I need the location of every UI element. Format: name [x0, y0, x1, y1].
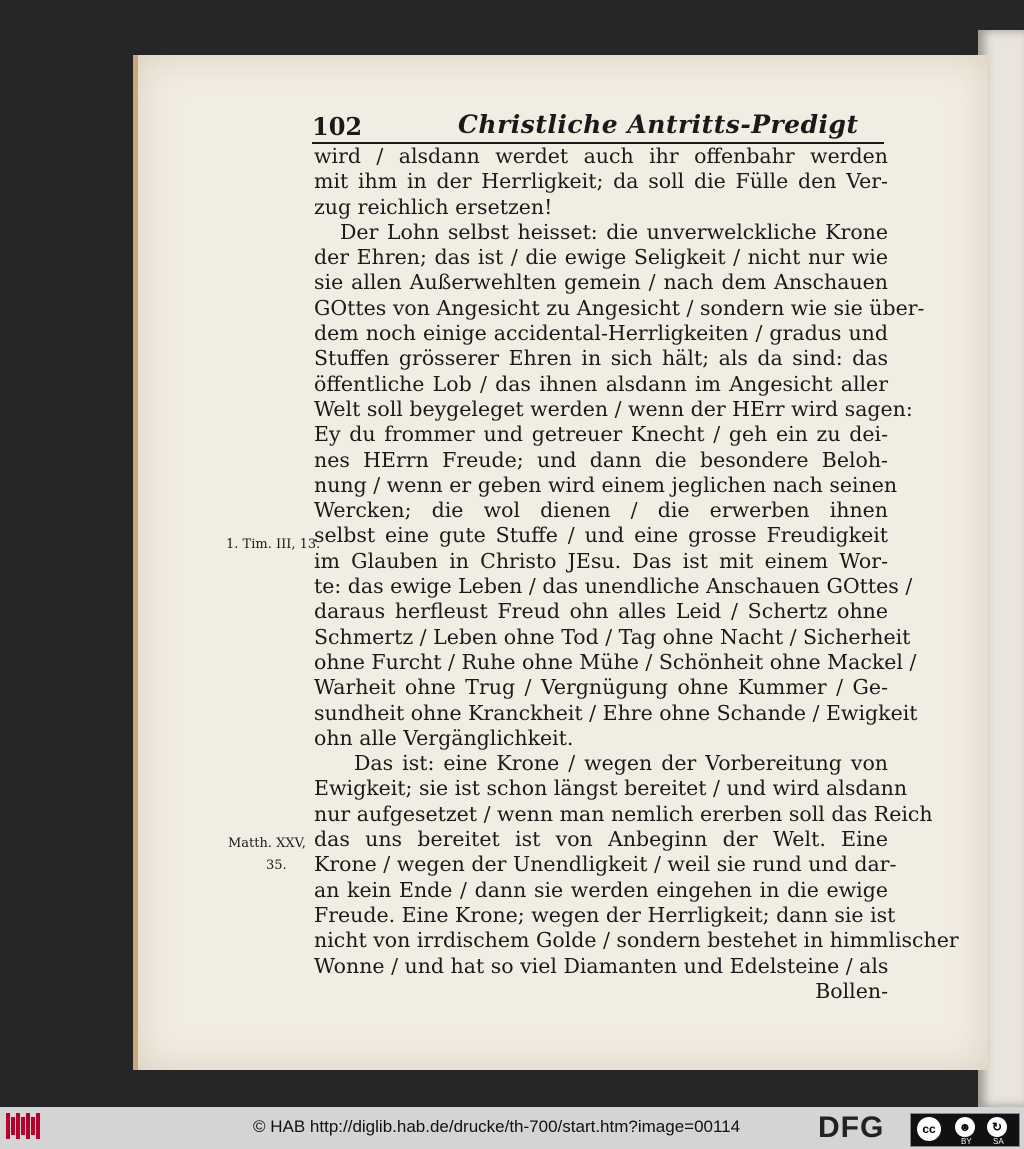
text-line: nur aufgesetzet / wenn man nemlich ererben soll das Reich [314, 801, 933, 826]
text-line: das uns bereitet ist von Anbeginn der Welt. Eine [314, 827, 888, 852]
text-line: dem noch einige accidental-Herrligkeiten / gradus und [314, 321, 888, 346]
text-line: der Ehren; das ist / die ewige Seligkeit / nicht nur wie [314, 245, 888, 270]
footer-bar [0, 1107, 1024, 1149]
cc-license-badge[interactable] [910, 1113, 1020, 1147]
text-line: Das ist: eine Krone / wegen der Vorbereitung von [354, 751, 888, 776]
text-line: sundheit ohne Kranckheit / Ehre ohne Schande / Ewigkeit [314, 700, 918, 725]
text-line: im Glauben in Christo JEsu. Das ist mit einem Wor- [314, 548, 888, 573]
text-line: Wercken; die wol dienen / die erwerben ihnen [314, 498, 888, 523]
text-line: te: das ewige Leben / das unendliche Anschauen GOttes / [314, 574, 913, 599]
text-line: Krone / wegen der Unendligkeit / weil sie rund und dar- [314, 852, 897, 877]
running-title: Christliche Antritts-Predigt [458, 110, 859, 139]
sa-label: SA [993, 1137, 1004, 1146]
text-line: selbst eine gute Stuffe / und eine grosse Freudigkeit [314, 523, 888, 548]
page-number: 102 [312, 112, 363, 141]
hab-logo-icon [6, 1113, 46, 1143]
text-line: GOttes von Angesicht zu Angesicht / sondern wie sie über- [314, 295, 925, 320]
text-line: Warheit ohne Trug / Vergnügung ohne Kummer / Ge- [314, 675, 888, 700]
share-alike-icon: ↻ [987, 1117, 1007, 1137]
cc-icon: cc [917, 1117, 941, 1141]
text-line: an kein Ende / dann sie werden eingehen in die ewige [314, 877, 888, 902]
margin-note: 1. Tim. III, 13. [226, 537, 321, 552]
text-line: Freude. Eine Krone; wegen der Herrligkeit; dann sie ist [314, 902, 896, 927]
catchword: Bollen- [815, 978, 888, 1003]
text-line: Ey du frommer und getreuer Knecht / geh ein zu dei- [314, 422, 888, 447]
margin-note: Matth. XXV, [228, 836, 306, 851]
text-line: sie allen Außerwehlten gemein / nach dem Anschauen [314, 270, 888, 295]
text-line: nes HErrn Freude; und dann die besondere Beloh- [314, 447, 888, 472]
text-line: Der Lohn selbst heisset: die unverwelckliche Krone [340, 219, 888, 244]
text-line: ohn alle Vergänglichkeit. [314, 725, 574, 750]
text-line: Stuffen grösserer Ehren in sich hält; als da sind: das [314, 346, 888, 371]
text-line: nicht von irrdischem Golde / sondern bestehet in himmlischer [314, 928, 959, 953]
text-line: Schmertz / Leben ohne Tod / Tag ohne Nacht / Sicherheit [314, 624, 911, 649]
dfg-logo: DFG [818, 1111, 885, 1144]
margin-note: 35. [266, 858, 287, 873]
by-icon: ☻ [955, 1117, 975, 1137]
text-line: nung / wenn er geben wird einem jeglichen nach seinen [314, 472, 898, 497]
text-line: daraus herfleust Freud ohn alles Leid / Schertz ohne [314, 599, 888, 624]
copyright-link[interactable]: © HAB http://diglib.hab.de/drucke/th-700/start.htm?image=00114 [253, 1117, 741, 1136]
body-text [314, 144, 959, 1004]
text-line: Ewigkeit; sie ist schon längst bereitet / und wird alsdann [314, 776, 908, 801]
by-label: BY [961, 1137, 972, 1146]
text-line: Wonne / und hat so viel Diamanten und Edelsteine / als [314, 953, 889, 978]
text-line: ohne Furcht / Ruhe ohne Mühe / Schönheit ohne Mackel / [314, 649, 917, 674]
text-line: mit ihm in der Herrligkeit; da soll die Fülle den Ver- [314, 169, 888, 194]
text-line: zug reichlich ersetzen! [314, 194, 553, 219]
text-line: öffentliche Lob / das ihnen alsdann im Angesicht aller [314, 371, 888, 396]
text-line: Welt soll beygeleget werden / wenn der HErr wird sagen: [314, 396, 913, 421]
page-header [312, 110, 884, 144]
text-line: wird / alsdann werdet auch ihr offenbahr werden [314, 144, 888, 168]
